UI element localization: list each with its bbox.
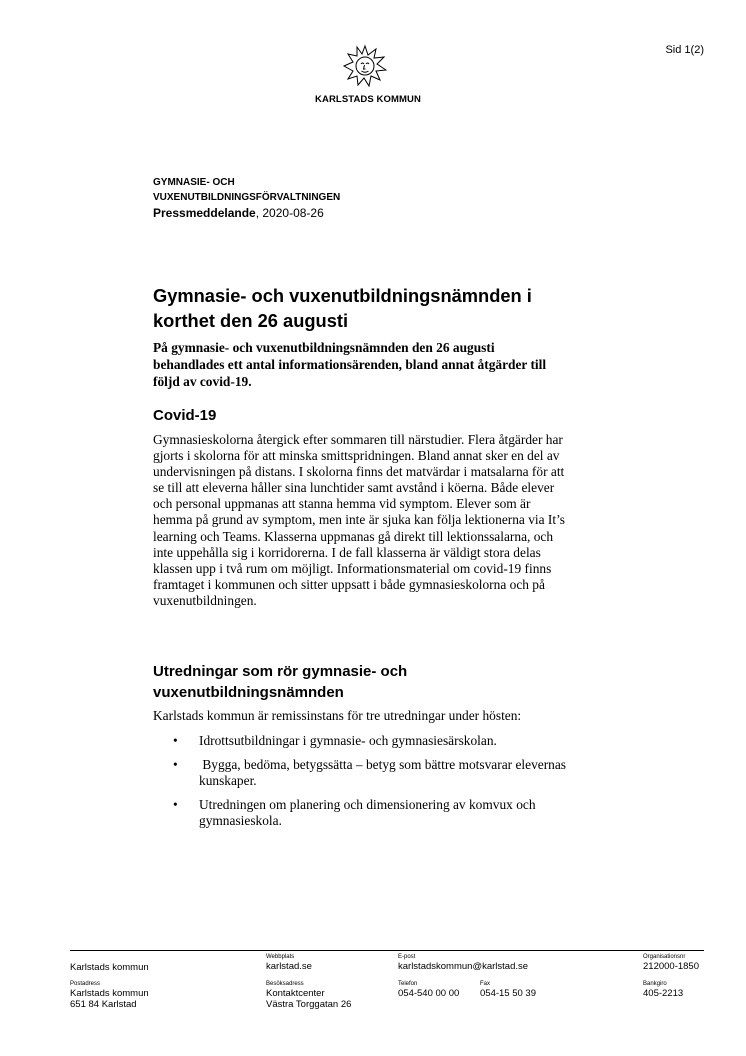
page-number: Sid 1(2) xyxy=(665,44,704,56)
orgnr-value: 212000-1850 xyxy=(643,961,699,972)
footer-email xyxy=(398,954,528,972)
sun-face-icon xyxy=(343,44,387,88)
footer-website xyxy=(266,954,312,972)
department-line2: VUXENUTBILDNINGSFÖRVALTNINGEN xyxy=(153,192,341,203)
press-date: , 2020-08-26 xyxy=(255,206,324,220)
doc-type: Pressmeddelande xyxy=(153,206,256,220)
heading-line2: vuxenutbildningsnämnden xyxy=(153,684,344,701)
post-line2: 651 84 Karlstad xyxy=(70,999,137,1010)
paragraph-line: framtaget i kommunen och sitter uppsatt i både gymnasieskolorna och på xyxy=(153,576,545,592)
footer-postal-address xyxy=(70,981,149,1010)
list-item xyxy=(153,757,623,789)
footer-divider xyxy=(70,950,704,951)
list-item xyxy=(153,797,623,829)
fax-label: Fax xyxy=(480,981,491,987)
phone-label: Telefon xyxy=(398,981,418,987)
section-heading-covid: Covid-19 xyxy=(153,407,217,424)
department-line1: GYMNASIE- OCH xyxy=(153,177,235,188)
bullet-list xyxy=(153,733,623,837)
utredningar-intro: Karlstads kommun är remissinstans för tre utredningar under hösten: xyxy=(153,708,522,723)
list-item-text: • Idrottsutbildningar i gymnasie- och gymnasiesärskolan. xyxy=(199,733,497,748)
heading-line1: Utredningar som rör gymnasie- och xyxy=(153,663,408,680)
paragraph-line: learning och Teams. Klasserna uppmanas gå direkt till lektionssalarna, och xyxy=(153,528,554,544)
organization-name: KARLSTADS KOMMUN xyxy=(315,94,421,105)
post-line1: Karlstads kommun xyxy=(70,988,149,999)
paragraph-line: undervisningen på distans. I skolorna finns det matvärdar i matsalarna för att xyxy=(153,464,565,480)
footer-bankgiro xyxy=(643,981,683,999)
bank-value: 405-2213 xyxy=(643,988,684,999)
paragraph-line: klassen upp i två rum om möjligt. Informationsmaterial om covid-19 finns xyxy=(153,560,552,576)
footer-orgnr xyxy=(643,954,699,972)
paragraph-line: vuxenutbildningen. xyxy=(153,592,257,608)
title-line1: Gymnasie- och vuxenutbildningsnämnden i xyxy=(153,285,532,306)
paragraph-line: inte uppehålla sig i korridorerna. I de fall klasserna är väldigt stora delas xyxy=(153,544,541,560)
section-heading-utredningar xyxy=(153,661,407,703)
post-label: Postadress xyxy=(70,981,101,987)
paragraph-line: gjorts i skolorna för att minska smittspridningen. Bland annat sker en del av xyxy=(153,448,560,464)
footer-phone xyxy=(398,981,459,999)
phone-value: 054-540 00 00 xyxy=(398,988,460,999)
email-value: karlstadskommun@karlstad.se xyxy=(398,961,529,972)
paragraph-line: och personal uppmanas att stanna hemma vid symptom. Elever som är xyxy=(153,496,531,512)
title-line2: korthet den 26 augusti xyxy=(153,310,349,331)
press-release-line xyxy=(153,206,324,220)
list-item-text: • Utredningen om planering och dimensionering av komvux och xyxy=(199,797,536,813)
paragraph-line: se till att eleverna håller sina lunchtider samt avstånd i köerna. Både elever xyxy=(153,480,555,496)
web-value: karlstad.se xyxy=(266,961,312,972)
visit-line2: Västra Torggatan 26 xyxy=(266,999,352,1010)
list-item-text: • Bygga, bedöma, betygssätta – betyg som bättre motsvarar elevernas xyxy=(199,757,567,773)
orgnr-label: Organisationsnr xyxy=(643,954,686,960)
footer-fax xyxy=(480,981,536,999)
lead-line1: På gymnasie- och vuxenutbildningsnämnden den 26 augusti xyxy=(153,340,495,355)
page-title xyxy=(153,283,613,333)
department-name xyxy=(153,175,340,205)
list-item xyxy=(153,733,623,749)
lead-line3: följd av covid-19. xyxy=(153,374,252,389)
list-item-text: gymnasieskola. xyxy=(199,813,282,829)
email-label: E-post xyxy=(398,954,416,960)
list-item-text: kunskaper. xyxy=(199,773,257,789)
lead-paragraph xyxy=(153,339,623,390)
lead-line2: behandlades ett antal informationsärenden, bland annat åtgärder till xyxy=(153,357,547,372)
visit-label: Besöksadress xyxy=(266,981,304,987)
footer-org-name xyxy=(70,962,149,973)
web-label: Webbplats xyxy=(266,954,295,960)
covid-paragraph xyxy=(153,432,628,609)
paragraph-line: Gymnasieskolorna återgick efter sommaren till närstudier. Flera åtgärder har xyxy=(153,432,563,447)
footer-visit-address xyxy=(266,981,351,1010)
visit-line1: Kontaktcenter xyxy=(266,988,325,999)
fax-value: 054-15 50 39 xyxy=(480,988,536,999)
bank-label: Bankgiro xyxy=(643,981,667,987)
paragraph-line: hemma på grund av symptom, men inte är sjuka kan följa lektionerna via It’s xyxy=(153,512,566,528)
org-name: Karlstads kommun xyxy=(70,962,149,973)
